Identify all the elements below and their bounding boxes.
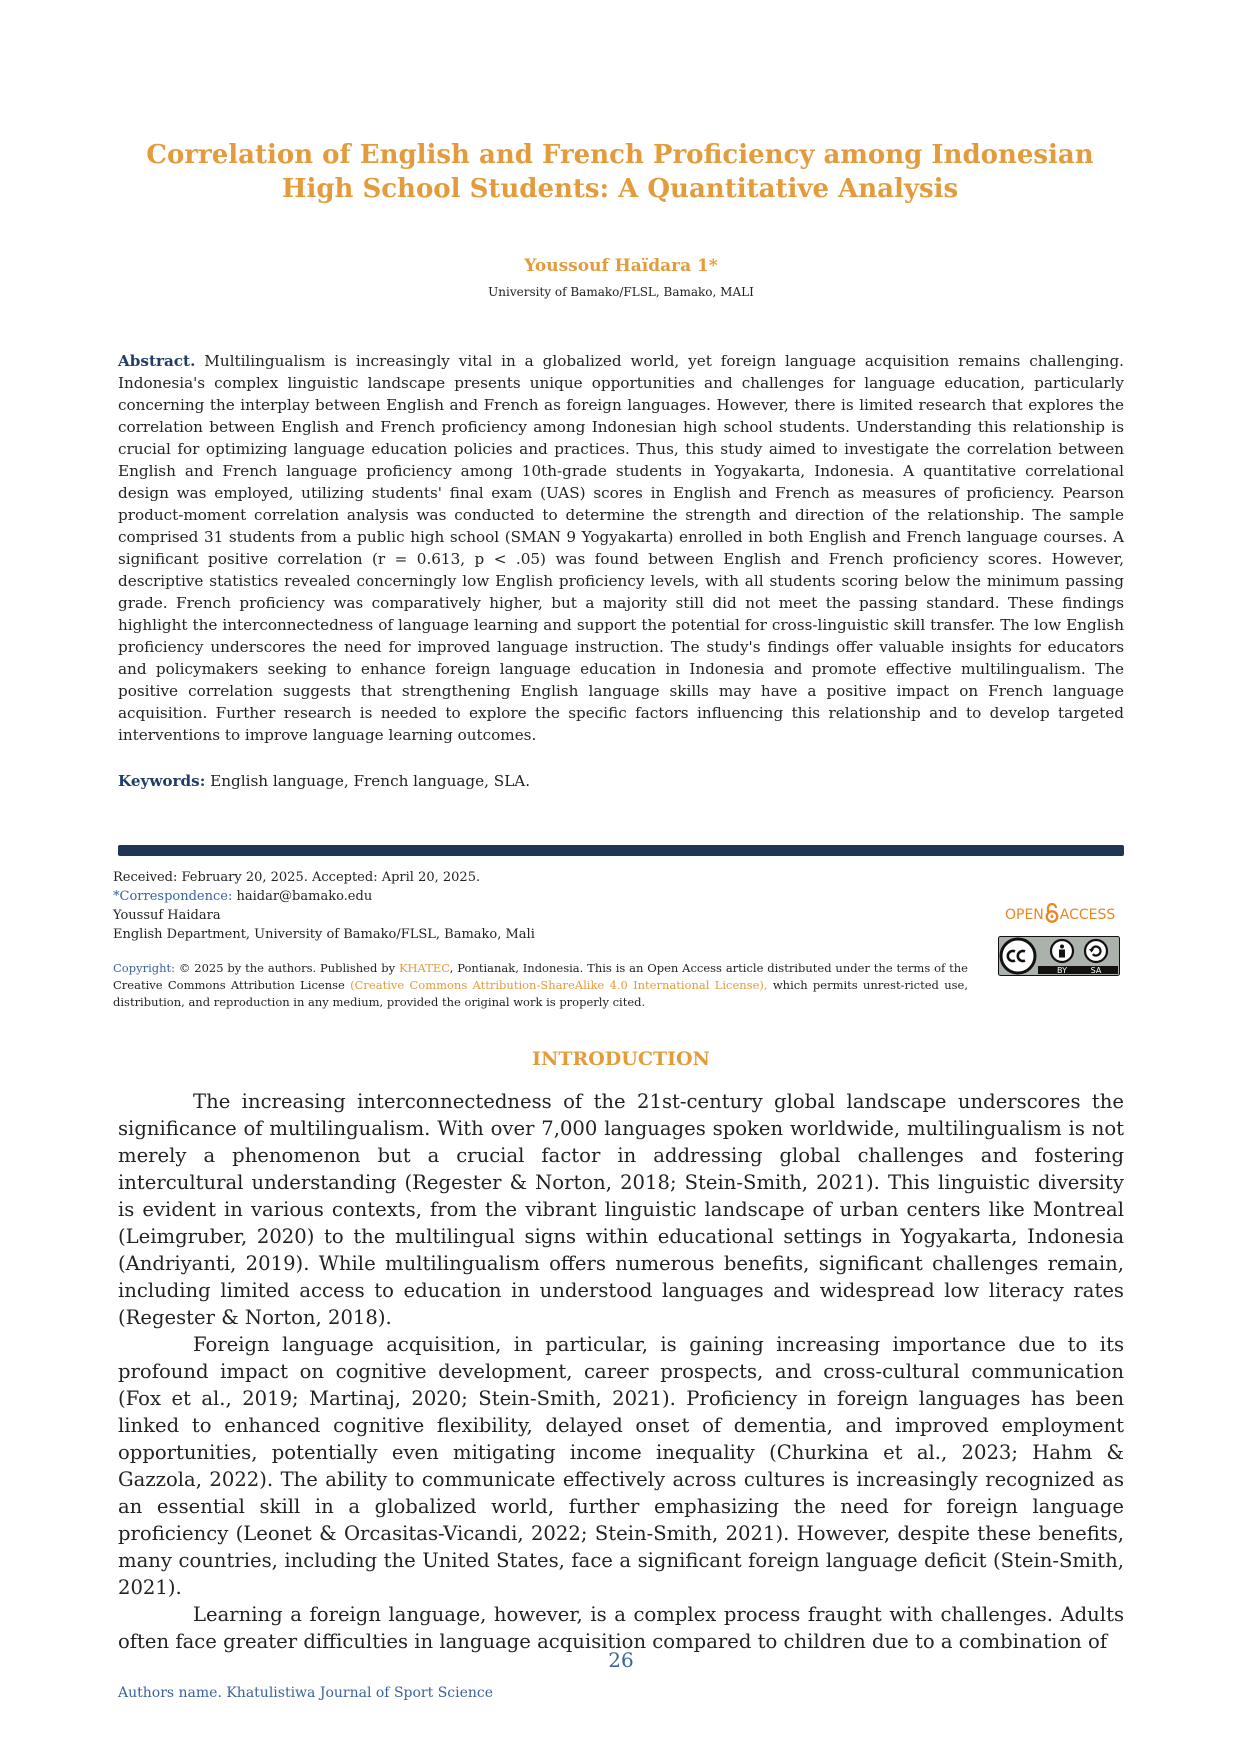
introduction-body (118, 1088, 1124, 1655)
abstract-text: Multilingualism is increasingly vital in a globalized world, yet foreign language acquisition remains challenging. Indonesia's complex linguistic landscape presents unique opportunities and challenges for language education, particularly concerning the interplay between English and French as foreign languages. However, there is limited research that explores the correlation between English and French proficiency among Indonesian high school students. Understanding this relationship is crucial for optimizing language education policies and practices. Thus, this study aimed to investigate the correlation between English and French language proficiency among 10th-grade students in Yogyakarta, Indonesia. A quantitative correlational design was employed, utilizing students' final exam (UAS) scores in English and French as measures of proficiency. Pearson product-moment correlation analysis was conducted to determine the strength and direction of the relationship. The sample comprised 31 students from a public high school (SMAN 9 Yogyakarta) enrolled in both English and French language courses. A significant positive correlation (r = 0.613, p < .05) was found between English and French proficiency scores. However, descriptive statistics revealed concerningly low English proficiency levels, with all students scoring below the minimum passing grade. French proficiency was comparatively higher, but a majority still did not meet the passing standard. These findings highlight the interconnectedness of language learning and support the potential for cross-linguistic skill transfer. The low English proficiency underscores the need for improved language instruction. The study's findings offer valuable insights for educators and policymakers seeking to enhance foreign language education in Indonesia and promote effective multilingualism. The positive correlation suggests that strengthening English language skills may have a positive impact on French language acquisition. Further research is needed to explore the specific factors influencing this relationship and to develop targeted interventions to improve language learning outcomes. (118, 352, 1124, 744)
copyright-text-pre: © 2025 by the authors. Published by (175, 961, 399, 975)
page-number: 26 (608, 1648, 634, 1672)
open-access-access-text: ACCESS (1059, 907, 1116, 923)
license-link[interactable]: (Creative Commons Attribution-ShareAlike 4.0 International License), (350, 978, 768, 992)
keywords (118, 770, 1118, 792)
correspondence (113, 887, 863, 906)
copyright-notice (113, 960, 968, 1011)
paragraph: Learning a foreign language, however, is a complex process fraught with challenges. Adults often face greater difficulties in language acquisition compared to children due to a combination of (118, 1603, 1124, 1653)
keywords-text: English language, French language, SLA. (205, 772, 531, 790)
paragraph: The increasing interconnectedness of the 21st-century global landscape underscores the significance of multilingualism. With over 7,000 languages spoken worldwide, multilingualism is not merely a phenomenon but a crucial factor in addressing global challenges and fostering intercultural understanding (Regester & Norton, 2018; Stein-Smith, 2021). This linguistic diversity is evident in various contexts, from the vibrant linguistic landscape of urban centers like Montreal (Leimgruber, 2020) to the multilingual signs within educational settings in Yogyakarta, Indonesia (Andriyanti, 2019). While multilingualism offers numerous benefits, significant challenges remain, including limited access to education in understood languages and widespread low literacy rates (Regester & Norton, 2018). (118, 1090, 1124, 1329)
cc-by-label: BY (1057, 966, 1067, 975)
copyright-label: Copyright: (113, 961, 176, 975)
article-meta (113, 868, 863, 944)
abstract-label: Abstract. (118, 352, 196, 370)
open-access-open-text: OPEN (1005, 907, 1044, 923)
correspondence-label: *Correspondence: (113, 889, 233, 904)
copyright-text-mid: , Pontianak, Indonesia. This is an Open Access article distributed under the terms of the Creative Commons Attribution License (113, 961, 968, 992)
paragraph: Foreign language acquisition, in particular, is gaining increasing importance due to its profound impact on cognitive development, career prospects, and cross-cultural communication (Fox et al., 2019; Martinaj, 2020; Stein-Smith, 2021). Proficiency in foreign languages has been linked to enhanced cognitive flexibility, delayed onset of dementia, and improved employment opportunities, potentially even mitigating income inequality (Churkina et al., 2023; Hahm & Gazzola, 2022). The ability to communicate effectively across cultures is increasingly recognized as an essential skill in a globalized world, further emphasizing the need for foreign language proficiency (Leonet & Orcasitas-Vicandi, 2022; Stein-Smith, 2021). However, despite these benefits, many countries, including the United States, face a significant foreign language deficit (Stein-Smith, 2021). (118, 1333, 1124, 1599)
copyright-text-post: which permits unrest-ricted use, distribution, and reproduction in any medium, provided the original work is properly cited. (113, 978, 968, 1009)
contact-affiliation: English Department, University of Bamako/FLSL, Bamako, Mali (113, 927, 535, 942)
publisher-link[interactable]: KHATEC (398, 961, 450, 975)
keywords-label: Keywords: (118, 772, 206, 790)
contact-name: Youssuf Haidara (113, 908, 221, 923)
running-footer: Authors name. Khatulistiwa Journal of Sport Science (118, 1685, 494, 1701)
abstract (118, 350, 1124, 746)
section-heading-introduction: INTRODUCTION (532, 1048, 710, 1070)
cc-sa-label: SA (1090, 966, 1102, 975)
sa-sharealike-icon (1085, 940, 1107, 962)
correspondence-email[interactable]: haidar@bamako.edu (232, 889, 373, 904)
section-divider (118, 845, 1124, 856)
author-affiliation: University of Bamako/FLSL, Bamako, MALI (488, 285, 754, 299)
paper-title: Correlation of English and French Proficiency among Indonesian High School Students: A Quantitative Analysis (146, 140, 1094, 204)
open-lock-icon (1044, 903, 1060, 923)
author-name: Youssouf Haïdara 1* (524, 256, 718, 276)
received-dates: Received: February 20, 2025. Accepted: April 20, 2025. (113, 870, 481, 885)
open-access-logo (1005, 903, 1125, 929)
cc-by-sa-badge[interactable] (998, 936, 1120, 976)
